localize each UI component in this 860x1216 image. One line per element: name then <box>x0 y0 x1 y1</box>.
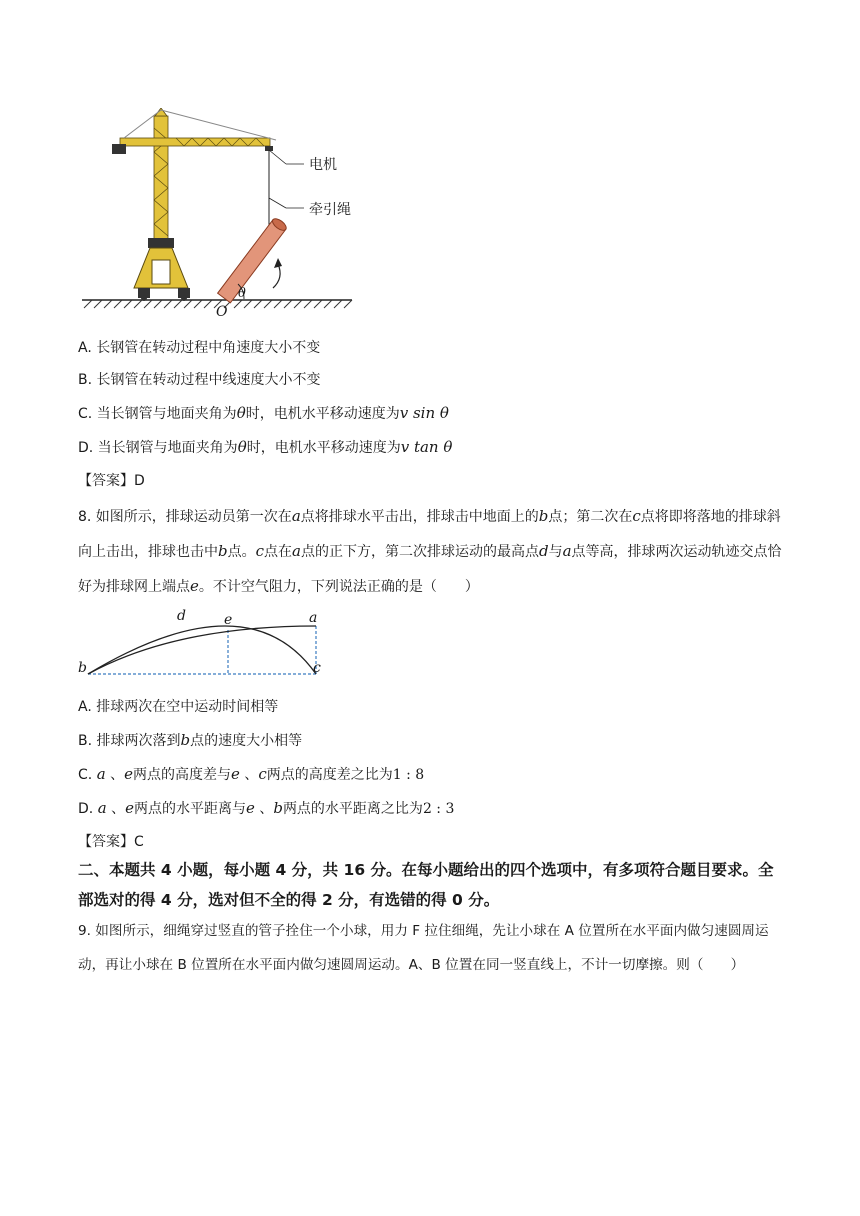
q8-stem-text: 点将即将落地的排球斜向上击出，排球也击中 <box>78 509 781 560</box>
fig-label-d: d <box>177 608 186 624</box>
q8-stem-text: 与 <box>548 544 563 560</box>
q8-option-d-pre: D. <box>78 801 98 817</box>
q8-option-b <box>78 730 302 751</box>
q8-stem-text: 点在 <box>264 544 293 560</box>
var-a: a <box>97 799 107 817</box>
q8-option-a: A. 排球两次在空中运动时间相等 <box>78 699 279 715</box>
q7-option-c-expr: v sin θ <box>399 404 449 422</box>
label-rope: 牵引绳 <box>309 202 351 218</box>
q7-option-c <box>78 403 449 424</box>
q8-option-b-post: 点的速度大小相等 <box>190 733 303 749</box>
var-b: b <box>218 542 228 560</box>
q7-answer: 【答案】D <box>78 473 145 489</box>
var-c: c <box>255 542 265 560</box>
q7-option-b: B. 长钢管在转动过程中线速度大小不变 <box>78 372 321 388</box>
q8-stem-text: 点；第二次在 <box>548 509 633 525</box>
q8-option-c-pre: C. <box>78 767 97 783</box>
q8-option-c-post: 两点的高度差之比为 <box>266 767 393 783</box>
var-e: e <box>190 577 199 595</box>
label-o: O <box>216 304 228 320</box>
theta-symbol: θ <box>236 404 246 422</box>
var-b: b <box>538 507 549 525</box>
q7-option-a: A. 长钢管在转动过程中角速度大小不变 <box>78 340 321 356</box>
q7-option-d-expr: v tan θ <box>400 438 453 456</box>
var-c: c <box>632 507 641 525</box>
separator: 、 <box>259 801 274 817</box>
q8-stem <box>78 499 784 604</box>
var-e: e <box>245 799 255 817</box>
q7-option-d <box>78 437 452 458</box>
q8-stem-text: 。不计空气阻力，下列说法正确的是（ ） <box>198 579 479 595</box>
theta-symbol: θ <box>237 438 247 456</box>
var-d: d <box>538 542 549 560</box>
ratio: 1 : 8 <box>392 767 425 783</box>
var-e: e <box>125 799 134 817</box>
q8-stem-text: 点等高，排球两次运动轨迹交点恰好为排球网上端点 <box>78 544 782 595</box>
var-b: b <box>180 731 191 749</box>
q7-option-d-pre: D. 当长钢管与地面夹角为 <box>78 440 238 456</box>
q8-stem-text: 8. 如图所示，排球运动员第一次在 <box>78 509 292 525</box>
q7-option-d-mid: 时，电机水平移动速度为 <box>246 440 401 456</box>
q8-stem-text: 点的正下方，第二次排球运动的最高点 <box>300 544 539 560</box>
label-motor: 电机 <box>309 157 337 173</box>
var-c: c <box>258 765 267 783</box>
q8-option-b-pre: B. 排球两次落到 <box>78 733 181 749</box>
var-e: e <box>124 765 133 783</box>
q7-option-c-mid: 时，电机水平移动速度为 <box>245 406 400 422</box>
separator: 、 <box>244 767 259 783</box>
q9-stem: 9. 如图所示，细绳穿过竖直的管子拴住一个小球，用力 F 拉住细绳，先让小球在 A 位置所在水平面内做匀速圆周运动，再让小球在 B 位置所在水平面内做匀速圆周运动。A、B 位置在同一竖直线上，不计一切摩擦。则（ ） <box>78 923 769 973</box>
var-e: e <box>230 765 240 783</box>
q8-option-d <box>78 798 454 819</box>
ratio: 2 : 3 <box>422 801 455 817</box>
var-a: a <box>291 507 301 525</box>
fig-label-c: c <box>313 660 321 676</box>
q8-option-c-mid: 两点的高度差与 <box>132 767 231 783</box>
var-b: b <box>273 799 283 817</box>
var-a: a <box>562 542 572 560</box>
label-theta: θ <box>238 286 246 301</box>
var-a: a <box>292 542 301 560</box>
separator: 、 <box>111 801 126 817</box>
q8-stem-text: 点将排球水平击出，排球击中地面上的 <box>300 509 539 525</box>
fig-label-e: e <box>224 612 233 628</box>
q8-answer: 【答案】C <box>78 834 144 850</box>
separator: 、 <box>110 767 125 783</box>
q8-option-d-mid: 两点的水平距离与 <box>133 801 246 817</box>
fig-label-b: b <box>78 660 87 676</box>
q8-stem-text: 点。 <box>227 544 256 560</box>
fig-label-a: a <box>309 610 318 626</box>
var-a: a <box>96 765 106 783</box>
q8-option-d-post: 两点的水平距离之比为 <box>282 801 423 817</box>
q7-option-c-pre: C. 当长钢管与地面夹角为 <box>78 406 237 422</box>
q8-option-c <box>78 764 424 785</box>
section-heading: 二、本题共 4 小题，每小题 4 分，共 16 分。在每小题给出的四个选项中，有多项符合题目要求。全部选对的得 4 分，选对但不全的得 2 分，有选错的得 0 分。 <box>78 861 774 909</box>
trajectory-figure <box>76 606 336 686</box>
